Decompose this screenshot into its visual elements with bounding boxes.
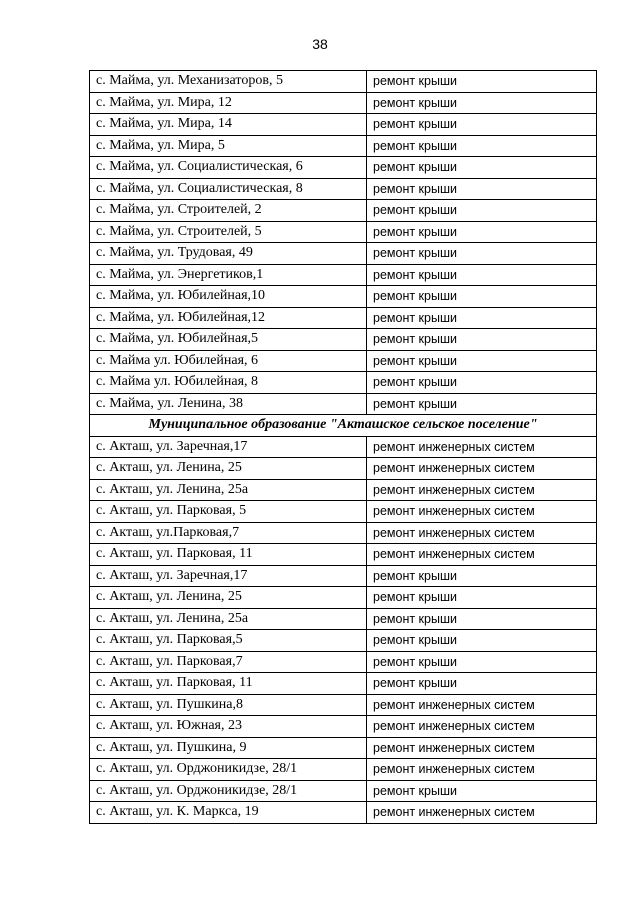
table-row	[90, 587, 597, 609]
table-row	[90, 651, 597, 673]
work-type-cell: ремонт крыши	[367, 307, 597, 329]
work-type-cell: ремонт крыши	[367, 350, 597, 372]
address-cell: с. Майма, ул. Мира, 5	[90, 135, 367, 157]
address-cell: с. Акташ, ул. Ленина, 25	[90, 587, 367, 609]
work-type-cell: ремонт крыши	[367, 393, 597, 415]
table-row	[90, 92, 597, 114]
work-type-cell: ремонт крыши	[367, 565, 597, 587]
work-type-cell: ремонт крыши	[367, 178, 597, 200]
work-type-cell: ремонт крыши	[367, 221, 597, 243]
address-cell: с. Майма, ул. Социалистическая, 6	[90, 157, 367, 179]
table-row	[90, 178, 597, 200]
work-type-cell: ремонт инженерных систем	[367, 759, 597, 781]
work-type-cell: ремонт инженерных систем	[367, 458, 597, 480]
address-cell: с. Майма, ул. Мира, 14	[90, 114, 367, 136]
table-row	[90, 673, 597, 695]
address-cell: с. Майма, ул. Строителей, 5	[90, 221, 367, 243]
address-cell: с. Акташ, ул. Орджоникидзе, 28/1	[90, 780, 367, 802]
work-type-cell: ремонт инженерных систем	[367, 501, 597, 523]
table-row	[90, 522, 597, 544]
work-type-cell: ремонт крыши	[367, 264, 597, 286]
section-header: Муниципальное образование "Акташское сельское поселение"	[90, 415, 597, 437]
table-row	[90, 544, 597, 566]
table-row	[90, 372, 597, 394]
table-row	[90, 157, 597, 179]
table-row	[90, 200, 597, 222]
work-type-cell: ремонт крыши	[367, 243, 597, 265]
work-type-cell: ремонт крыши	[367, 587, 597, 609]
table-row	[90, 286, 597, 308]
work-type-cell: ремонт крыши	[367, 329, 597, 351]
table-row	[90, 501, 597, 523]
address-cell: с. Акташ, ул. Южная, 23	[90, 716, 367, 738]
table-row	[90, 802, 597, 824]
address-cell: с. Майма, ул. Мира, 12	[90, 92, 367, 114]
table-row	[90, 264, 597, 286]
address-cell: с. Акташ, ул. Пушкина, 9	[90, 737, 367, 759]
work-type-cell: ремонт крыши	[367, 286, 597, 308]
page-number: 38	[312, 36, 328, 52]
table-row	[90, 135, 597, 157]
address-cell: с. Акташ, ул. Ленина, 25а	[90, 608, 367, 630]
work-type-cell: ремонт крыши	[367, 114, 597, 136]
work-type-cell: ремонт крыши	[367, 651, 597, 673]
table-row	[90, 780, 597, 802]
work-type-cell: ремонт крыши	[367, 780, 597, 802]
address-cell: с. Акташ, ул. Пушкина,8	[90, 694, 367, 716]
address-cell: с. Майма, ул. Юбилейная,10	[90, 286, 367, 308]
table-row	[90, 243, 597, 265]
work-type-cell: ремонт крыши	[367, 135, 597, 157]
table-row	[90, 694, 597, 716]
address-cell: с. Акташ, ул. Парковая,5	[90, 630, 367, 652]
table-row	[90, 458, 597, 480]
work-type-cell: ремонт крыши	[367, 92, 597, 114]
address-cell: с. Акташ, ул.Парковая,7	[90, 522, 367, 544]
address-cell: с. Майма, ул. Ленина, 38	[90, 393, 367, 415]
address-cell: с. Майма, ул. Юбилейная,5	[90, 329, 367, 351]
work-type-cell: ремонт крыши	[367, 608, 597, 630]
address-cell: с. Майма, ул. Трудовая, 49	[90, 243, 367, 265]
address-cell: с. Акташ, ул. Ленина, 25	[90, 458, 367, 480]
work-type-cell: ремонт крыши	[367, 630, 597, 652]
table-row	[90, 565, 597, 587]
table-row	[90, 436, 597, 458]
address-cell: с. Майма ул. Юбилейная, 6	[90, 350, 367, 372]
address-cell: с. Акташ, ул. Орджоникидзе, 28/1	[90, 759, 367, 781]
table-row	[90, 350, 597, 372]
address-cell: с. Майма, ул. Механизаторов, 5	[90, 71, 367, 93]
section-row	[90, 415, 597, 437]
address-cell: с. Акташ, ул. Парковая, 5	[90, 501, 367, 523]
work-type-cell: ремонт инженерных систем	[367, 737, 597, 759]
work-type-cell: ремонт крыши	[367, 372, 597, 394]
work-type-cell: ремонт инженерных систем	[367, 544, 597, 566]
address-cell: с. Акташ, ул. Парковая, 11	[90, 673, 367, 695]
address-cell: с. Акташ, ул. К. Маркса, 19	[90, 802, 367, 824]
table-row	[90, 608, 597, 630]
work-type-cell: ремонт инженерных систем	[367, 716, 597, 738]
address-cell: с. Майма, ул. Социалистическая, 8	[90, 178, 367, 200]
table-row	[90, 716, 597, 738]
address-cell: с. Акташ, ул. Парковая,7	[90, 651, 367, 673]
address-cell: с. Акташ, ул. Заречная,17	[90, 436, 367, 458]
work-type-cell: ремонт инженерных систем	[367, 694, 597, 716]
address-cell: с. Майма, ул. Юбилейная,12	[90, 307, 367, 329]
address-cell: с. Майма ул. Юбилейная, 8	[90, 372, 367, 394]
table-row	[90, 307, 597, 329]
address-cell: с. Акташ, ул. Ленина, 25а	[90, 479, 367, 501]
address-cell: с. Акташ, ул. Парковая, 11	[90, 544, 367, 566]
work-type-cell: ремонт крыши	[367, 673, 597, 695]
table-row	[90, 393, 597, 415]
table-row	[90, 759, 597, 781]
work-type-cell: ремонт крыши	[367, 200, 597, 222]
table-row	[90, 737, 597, 759]
table-row	[90, 71, 597, 93]
table-row	[90, 479, 597, 501]
work-type-cell: ремонт крыши	[367, 157, 597, 179]
address-cell: с. Майма, ул. Энергетиков,1	[90, 264, 367, 286]
table-row	[90, 114, 597, 136]
table-row	[90, 630, 597, 652]
work-type-cell: ремонт крыши	[367, 71, 597, 93]
work-type-cell: ремонт инженерных систем	[367, 522, 597, 544]
table-row	[90, 221, 597, 243]
table-row	[90, 329, 597, 351]
work-type-cell: ремонт инженерных систем	[367, 479, 597, 501]
work-type-cell: ремонт инженерных систем	[367, 436, 597, 458]
address-cell: с. Майма, ул. Строителей, 2	[90, 200, 367, 222]
address-cell: с. Акташ, ул. Заречная,17	[90, 565, 367, 587]
works-table	[89, 70, 597, 824]
work-type-cell: ремонт инженерных систем	[367, 802, 597, 824]
